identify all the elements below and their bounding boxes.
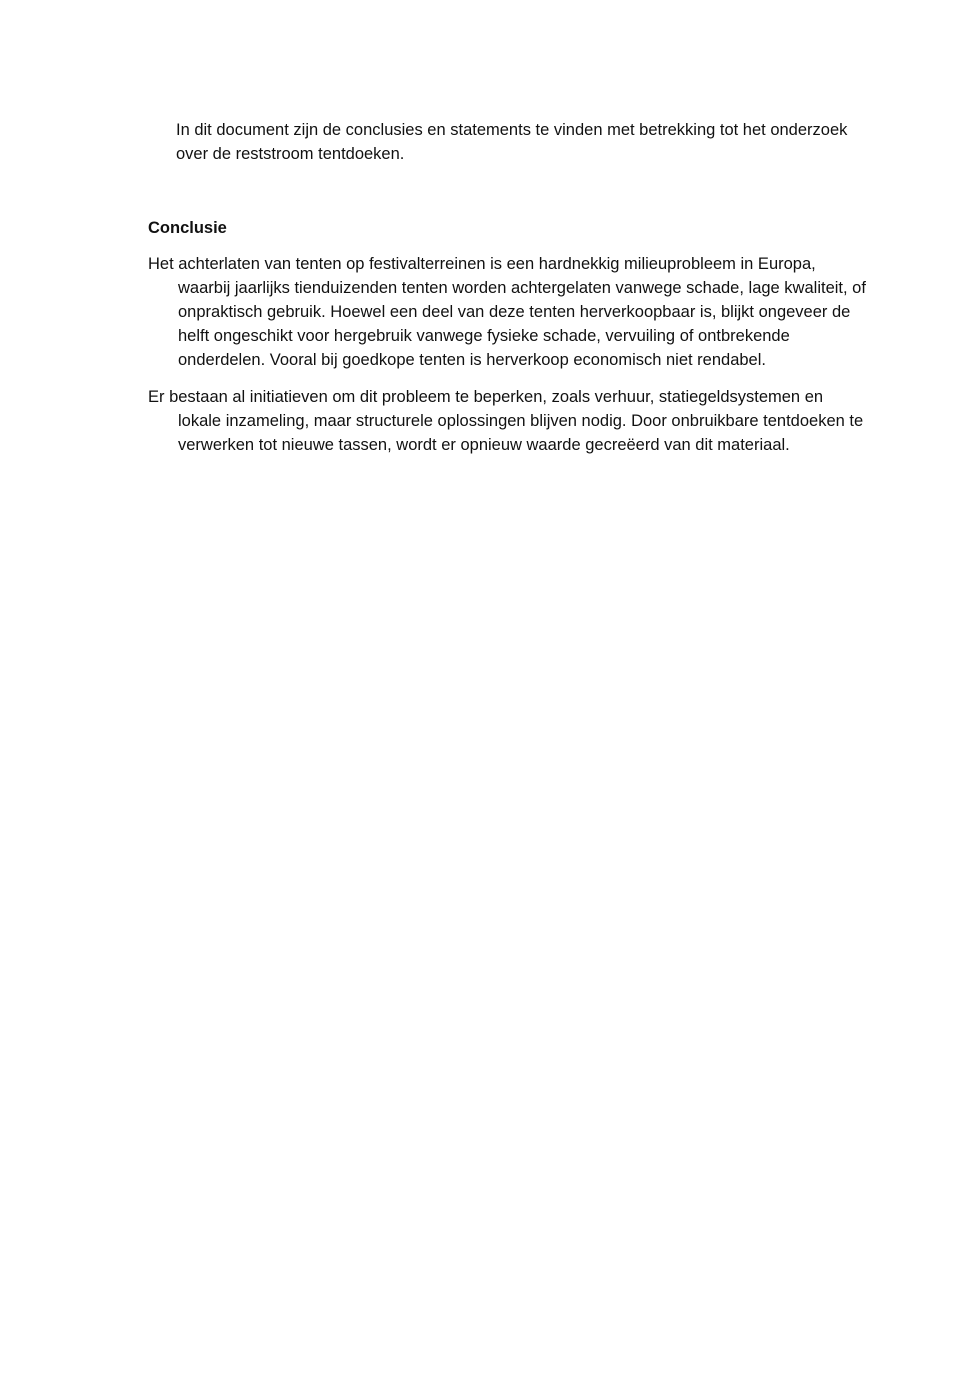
conclusion-paragraph-2: Er bestaan al initiatieven om dit probleem te beperken, zoals verhuur, statiegeldsystemen en lokale inzameling, maar structurele oplossingen blijven nodig. Door onbruikbare tentdoeken te verwerken tot nieuwe tassen, wordt er opnieuw waarde gecreëerd van dit materiaal. (148, 388, 864, 454)
conclusion-paragraph-1: Het achterlaten van tenten op festivalterreinen is een hardnekkig milieuprobleem in Europa, waarbij jaarlijks tienduizenden tenten worden achtergelaten vanwege schade, lage kwaliteit, of onpraktisch gebruik. Hoewel een deel van deze tenten herverkoopbaar is, blijkt ongeveer de helft ongeschikt voor hergebruik vanwege fysieke schade, vervuiling of ontbrekende onderdelen. Vooral bij goedkope tenten is herverkoop economisch niet rendabel. (148, 255, 866, 369)
section-heading: Conclusie (148, 219, 227, 237)
intro-paragraph: In dit document zijn de conclusies en statements te vinden met betrekking tot het onderzoek over de reststroom tentdoeken. (176, 121, 848, 163)
